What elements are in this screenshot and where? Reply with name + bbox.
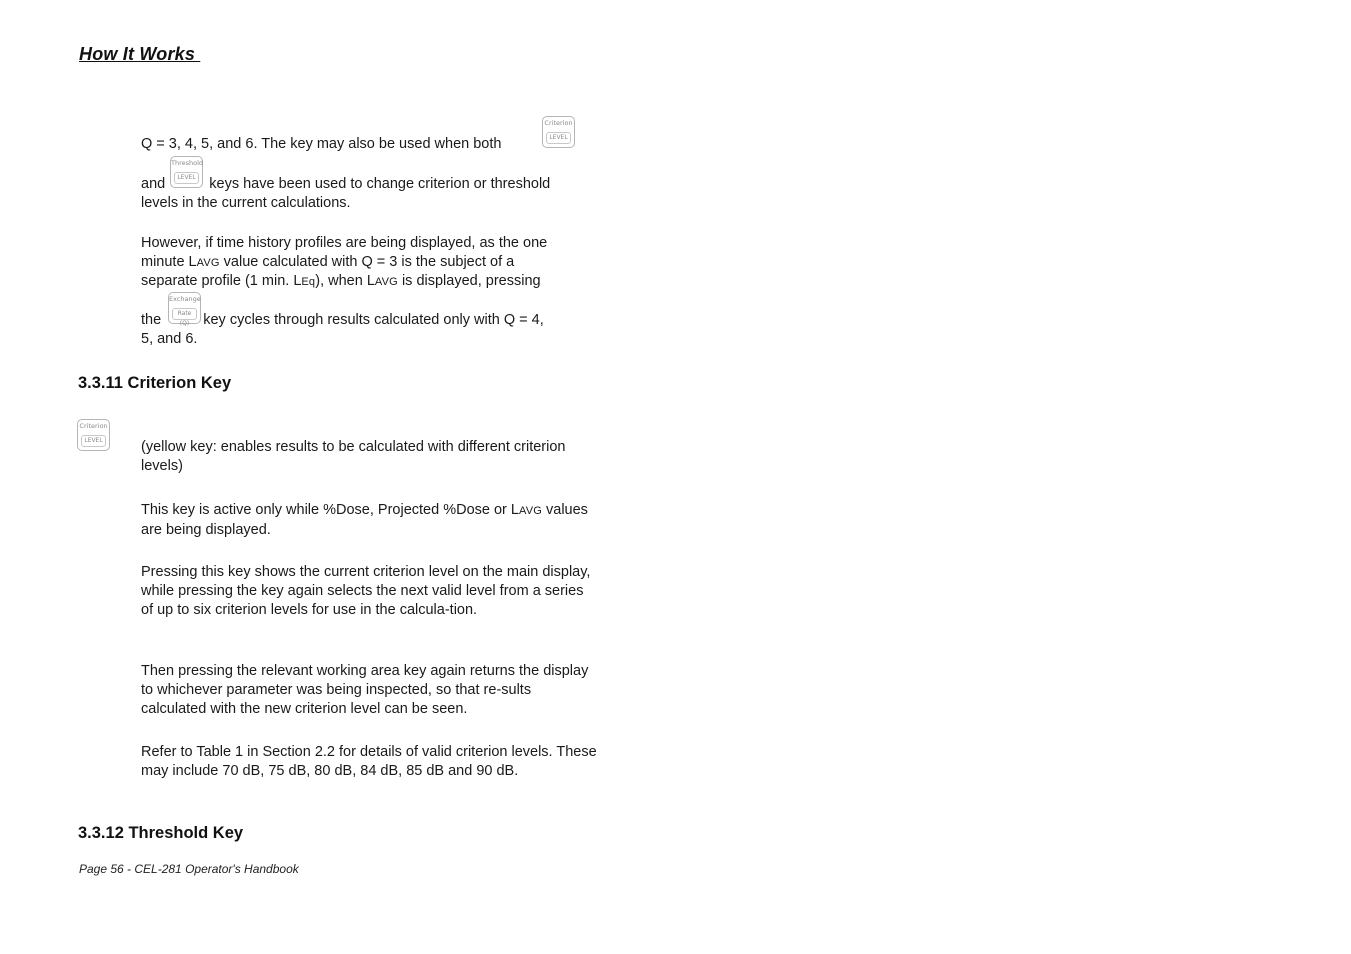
intro-line-3: levels in the current calculations. (141, 195, 351, 211)
exchange-rate-key-icon: Exchange Rate (Q) (168, 292, 201, 324)
history-line-3: separate profile (1 min. LEq), when LAVG is displayed, pressing (141, 273, 541, 289)
history-line-5: 5, and 6. (141, 331, 198, 347)
intro-line-1: Q = 3, 4, 5, and 6. The key may also be used when both (141, 136, 502, 152)
criterion-pressing-paragraph: Pressing this key shows the current criterion level on the main display, while pressing the key again selects the next valid level from a series of up to six criterion levels for use in the calcula-tion. (141, 564, 591, 618)
threshold-level-key-icon: Threshold LEVEL (170, 156, 203, 188)
section-heading-criterion-key: 3.3.11 Criterion Key (78, 374, 232, 392)
criterion-levels-paragraph: Refer to Table 1 in Section 2.2 for details of valid criterion levels. These may include 70 dB, 75 dB, 80 dB, 84 dB, 85 dB and 90 dB. (141, 744, 597, 779)
history-line-1: However, if time history profiles are being displayed, as the one (141, 235, 548, 251)
section-heading-threshold-key: 3.3.12 Threshold Key (78, 824, 244, 842)
criterion-return-paragraph: Then pressing the relevant working area key again returns the display to whichever parameter was being inspected, so that re-sults calculated with the new criterion level can be seen. (141, 663, 589, 717)
history-line-2: minute LAVG value calculated with Q = 3 is the subject of a (141, 254, 515, 270)
intro-line-2: and keys have been used to change criterion or threshold (141, 176, 551, 192)
history-line-4: the key cycles through results calculated only with Q = 4, (141, 312, 544, 328)
page-header-title: How It Works (79, 44, 201, 64)
criterion-description: (yellow key: enables results to be calculated with different criterion levels) (141, 439, 566, 474)
page-footer: Page 56 - CEL-281 Operator's Handbook (79, 862, 299, 876)
criterion-level-key-icon: Criterion LEVEL (542, 116, 575, 148)
criterion-active-paragraph: This key is active only while %Dose, Projected %Dose or LAVG values are being displayed. (141, 502, 588, 538)
criterion-key-icon: Criterion LEVEL (77, 419, 110, 451)
